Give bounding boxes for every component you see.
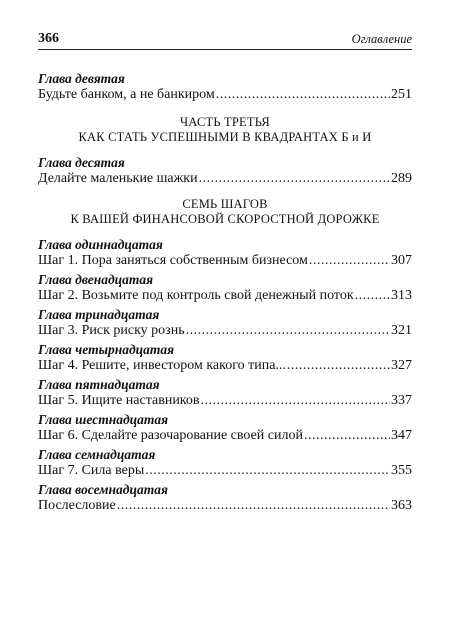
dot-leader: [309, 252, 390, 269]
chapter-label: Глава двенадцатая: [38, 272, 154, 287]
dot-leader: [216, 86, 390, 103]
toc-title: Делайте маленькие шажки: [38, 171, 198, 186]
toc-entry: [38, 447, 412, 479]
dot-leader: [199, 170, 390, 187]
toc-page-number: 289: [391, 171, 412, 186]
toc-content: [38, 71, 412, 514]
dot-leader: [304, 427, 390, 444]
toc-title: Шаг 3. Риск риску рознь: [38, 323, 185, 338]
toc-page-number: 251: [391, 87, 412, 102]
toc-title: Послесловие: [38, 498, 116, 513]
part-heading-line1: ЧАСТЬ ТРЕТЬЯ: [180, 115, 270, 129]
section-heading-line1: СЕМЬ ШАГОВ: [182, 197, 268, 211]
toc-line: [38, 287, 412, 304]
chapter-label: Глава десятая: [38, 155, 125, 170]
chapter-label: Глава четырнадцатая: [38, 342, 175, 357]
toc-page-number: 327: [391, 358, 412, 373]
chapter-label: Глава девятая: [38, 71, 125, 86]
toc-entry: [38, 342, 412, 374]
dot-leader: [287, 357, 390, 374]
toc-line: [38, 86, 412, 103]
toc-line: [38, 357, 412, 374]
chapter-label: Глава шестнадцатая: [38, 412, 169, 427]
toc-title: Шаг 1. Пора заняться собственным бизнесом: [38, 253, 308, 268]
toc-entry: [38, 377, 412, 409]
dot-leader: [201, 392, 390, 409]
toc-title: Шаг 5. Ищите наставников: [38, 393, 200, 408]
toc-page-number: 355: [391, 463, 412, 478]
page-header: [38, 31, 412, 50]
part-heading: [38, 115, 412, 145]
dot-leader: [186, 322, 390, 339]
dot-leader: [145, 462, 390, 479]
toc-line: [38, 252, 412, 269]
toc-page-number: 321: [391, 323, 412, 338]
toc-title: Шаг 2. Возьмите под контроль свой денежный поток: [38, 288, 354, 303]
part-heading-line2: КАК СТАТЬ УСПЕШНЫМИ В КВАДРАНТАХ Б и И: [78, 130, 372, 144]
toc-entry: [38, 237, 412, 269]
toc-title: Будьте банком, а не банкиром: [38, 87, 215, 102]
toc-title: Шаг 6. Сделайте разочарование своей силой: [38, 428, 303, 443]
toc-page-number: 363: [391, 498, 412, 513]
toc-page-number: 337: [391, 393, 412, 408]
toc-entry: [38, 307, 412, 339]
dot-leader: [355, 287, 390, 304]
toc-line: [38, 322, 412, 339]
toc-line: [38, 392, 412, 409]
chapter-label: Глава восемнадцатая: [38, 482, 168, 497]
chapter-label: Глава пятнадцатая: [38, 377, 160, 392]
section-heading-line2: К ВАШЕЙ ФИНАНСОВОЙ СКОРОСТНОЙ ДОРОЖКЕ: [70, 212, 380, 226]
chapter-label: Глава семнадцатая: [38, 447, 156, 462]
toc-entry: [38, 412, 412, 444]
toc-title: Шаг 4. Решите, инвестором какого типа...: [38, 358, 286, 373]
toc-entry: [38, 155, 412, 187]
chapter-label: Глава тринадцатая: [38, 307, 160, 322]
toc-title: Шаг 7. Сила веры: [38, 463, 145, 478]
running-title: Оглавление: [351, 32, 412, 46]
toc-entry: [38, 482, 412, 514]
page-number: 366: [38, 31, 59, 46]
toc-line: [38, 462, 412, 479]
toc-page-number: 307: [391, 253, 412, 268]
dot-leader: [117, 497, 390, 514]
toc-entry: [38, 272, 412, 304]
toc-entry: [38, 71, 412, 103]
toc-page-number: 347: [391, 428, 412, 443]
toc-page-number: 313: [391, 288, 412, 303]
toc-line: [38, 497, 412, 514]
toc-line: [38, 427, 412, 444]
steps-list: [38, 237, 412, 514]
section-heading: [38, 197, 412, 227]
toc-line: [38, 170, 412, 187]
chapter-label: Глава одиннадцатая: [38, 237, 163, 252]
